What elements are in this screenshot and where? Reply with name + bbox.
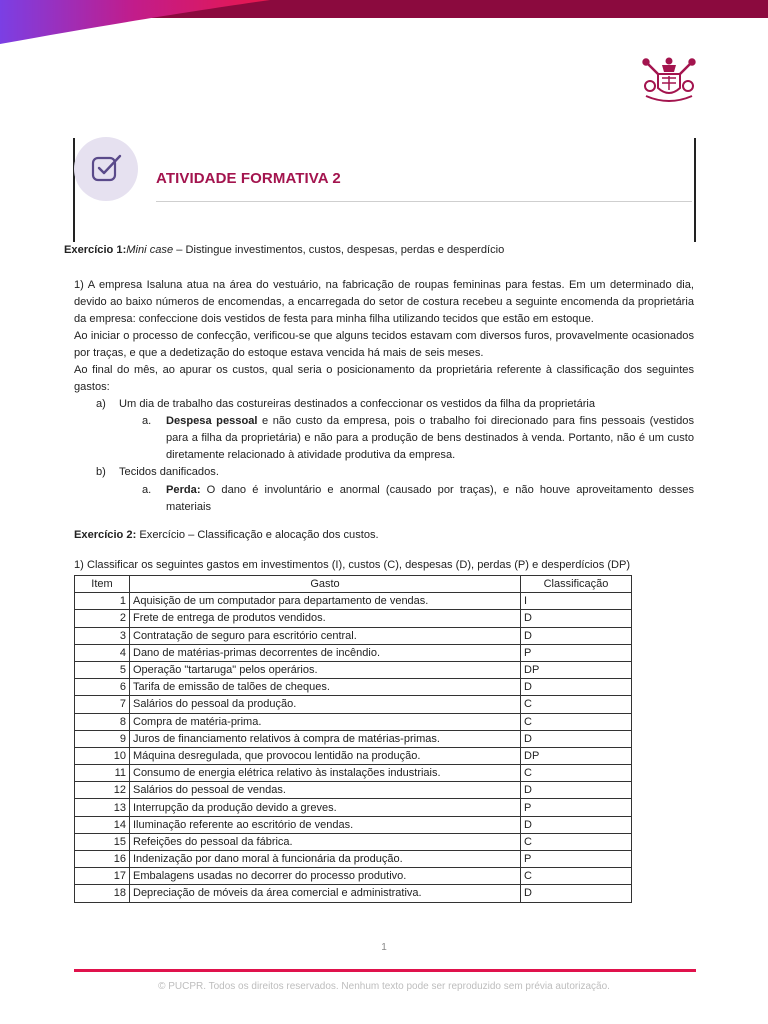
table-row <box>75 730 632 747</box>
exercise-2-subtitle: Exercício – Classificação e alocação dos custos. <box>136 529 379 541</box>
item-number-cell: 1 <box>75 593 130 610</box>
classification-table <box>74 575 632 903</box>
gasto-cell: Compra de matéria-prima. <box>130 713 521 730</box>
item-number-cell: 17 <box>75 868 130 885</box>
gasto-cell: Máquina desregulada, que provocou lentidão na produção. <box>130 747 521 764</box>
classification-cell: D <box>521 782 632 799</box>
classification-cell: D <box>521 730 632 747</box>
classification-cell: C <box>521 696 632 713</box>
item-number-cell: 5 <box>75 661 130 678</box>
header-item: Item <box>75 576 130 593</box>
table-row <box>75 851 632 868</box>
exercise-1-heading <box>64 242 504 259</box>
copyright-notice: © PUCPR. Todos os direitos reservados. Nenhum texto pode ser reproduzido sem prévia autorização. <box>158 981 610 992</box>
page-title: ATIVIDADE FORMATIVA 2 <box>156 170 341 187</box>
item-number-cell: 9 <box>75 730 130 747</box>
table-row <box>75 868 632 885</box>
classification-cell: C <box>521 713 632 730</box>
exercise-1-label: Exercício 1: <box>64 244 127 256</box>
gasto-cell: Salários do pessoal da produção. <box>130 696 521 713</box>
classification-cell: DP <box>521 747 632 764</box>
gasto-cell: Juros de financiamento relativos à compra de matérias-primas. <box>130 730 521 747</box>
item-number-cell: 7 <box>75 696 130 713</box>
classification-cell: I <box>521 593 632 610</box>
item-number-cell: 2 <box>75 610 130 627</box>
header-classificacao: Classificação <box>521 576 632 593</box>
exercise-1-paragraph: Ao final do mês, ao apurar os custos, qual seria o posicionamento da proprietária referente à classificação dos seguintes gastos: <box>74 364 694 393</box>
page-number: 1 <box>381 942 387 953</box>
answer-a-bold: Despesa pessoal <box>166 415 258 427</box>
item-number-cell: 10 <box>75 747 130 764</box>
gasto-cell: Embalagens usadas no decorrer do processo produtivo. <box>130 868 521 885</box>
table-row <box>75 593 632 610</box>
exercise-1-subtitle-italic: Mini case <box>126 244 174 256</box>
table-row <box>75 644 632 661</box>
item-number-cell: 13 <box>75 799 130 816</box>
item-number-cell: 11 <box>75 765 130 782</box>
table-row <box>75 782 632 799</box>
pucpr-crest-icon <box>638 56 700 106</box>
table-row <box>75 885 632 902</box>
item-number-cell: 18 <box>75 885 130 902</box>
gasto-cell: Contratação de seguro para escritório central. <box>130 627 521 644</box>
table-row <box>75 747 632 764</box>
table-row <box>75 627 632 644</box>
footer-rule <box>74 969 696 972</box>
item-number-cell: 16 <box>75 851 130 868</box>
gasto-cell: Consumo de energia elétrica relativo às instalações industriais. <box>130 765 521 782</box>
classification-cell: P <box>521 644 632 661</box>
gasto-cell: Indenização por dano moral à funcionária da produção. <box>130 851 521 868</box>
gasto-cell: Depreciação de móveis da área comercial e administrativa. <box>130 885 521 902</box>
answer-b-bold: Perda: <box>166 484 201 496</box>
answer-a-text: e não custo da empresa, pois o trabalho foi direcionado para fins pessoais (vestidos para a filha da proprietária) e não para a produção de bens destinados à venda. Portanto, não é um custo diretamente relacionado à atividade produtiva da empresa. <box>166 415 694 461</box>
gasto-cell: Interrupção da produção devido a greves. <box>130 799 521 816</box>
item-number-cell: 6 <box>75 679 130 696</box>
header-swoosh <box>0 0 270 46</box>
item-number-cell: 12 <box>75 782 130 799</box>
classification-cell: P <box>521 851 632 868</box>
answer-a <box>166 413 694 464</box>
table-header-row <box>75 576 632 593</box>
answer-b-text: O dano é involuntário e anormal (causado por traças), e não houve aproveitamento desses materiais <box>166 484 694 513</box>
table-row <box>75 713 632 730</box>
classification-cell: D <box>521 816 632 833</box>
gasto-cell: Iluminação referente ao escritório de vendas. <box>130 816 521 833</box>
classification-cell: D <box>521 679 632 696</box>
item-a-text: Um dia de trabalho das costureiras destinados a confeccionar os vestidos da filha da proprietária <box>119 398 596 410</box>
header-gasto: Gasto <box>130 576 521 593</box>
answer-b <box>166 482 694 516</box>
classification-cell: P <box>521 799 632 816</box>
exercise-2-instruction: 1) Classificar os seguintes gastos em investimentos (I), custos (C), despesas (D), perdas (P) e desperdícios (DP) <box>74 559 631 571</box>
table-row <box>75 799 632 816</box>
answer-a-marker: a. <box>142 415 152 427</box>
exercise-1-subtitle: – Distingue investimentos, custos, despesas, perdas e desperdício <box>173 244 505 256</box>
gasto-cell: Aquisição de um computador para departamento de vendas. <box>130 593 521 610</box>
classification-cell: C <box>521 868 632 885</box>
table-row <box>75 833 632 850</box>
table-row <box>75 696 632 713</box>
gasto-cell: Salários do pessoal de vendas. <box>130 782 521 799</box>
exercise-2-label: Exercício 2: <box>74 529 137 541</box>
answer-b-marker: a. <box>142 484 152 496</box>
gasto-cell: Frete de entrega de produtos vendidos. <box>130 610 521 627</box>
classification-cell: C <box>521 833 632 850</box>
checkbox-icon <box>91 153 123 183</box>
item-number-cell: 15 <box>75 833 130 850</box>
item-number-cell: 3 <box>75 627 130 644</box>
exercise-2-heading <box>74 527 379 544</box>
item-number-cell: 4 <box>75 644 130 661</box>
classification-cell: C <box>521 765 632 782</box>
table-row <box>75 661 632 678</box>
classification-cell: D <box>521 610 632 627</box>
gasto-cell: Dano de matérias-primas decorrentes de incêndio. <box>130 644 521 661</box>
classification-cell: DP <box>521 661 632 678</box>
classification-cell: D <box>521 885 632 902</box>
exercise-1-paragraph: Ao iniciar o processo de confecção, verificou-se que alguns tecidos estavam com diversos furos, provavelmente ocasionados por traças, e que a dedetização do estoque estava vencida há mais de seis meses. <box>74 330 694 359</box>
header-left-rule <box>73 138 75 242</box>
table-row <box>75 816 632 833</box>
table-row <box>75 679 632 696</box>
table-row <box>75 610 632 627</box>
gasto-cell: Operação "tartaruga" pelos operários. <box>130 661 521 678</box>
item-b-text: Tecidos danificados. <box>119 466 219 478</box>
classification-cell: D <box>521 627 632 644</box>
table-row <box>75 765 632 782</box>
item-a-marker: a) <box>96 398 106 410</box>
title-divider <box>156 201 692 202</box>
item-number-cell: 14 <box>75 816 130 833</box>
header-right-rule <box>694 138 696 242</box>
exercise-1-paragraph: 1) A empresa Isaluna atua na área do vestuário, na fabricação de roupas femininas para festas. Em um determinado dia, devido ao baixo números de encomendas, a encarregada do setor de costura recebeu a seguinte encomenda da proprietária da empresa: confeccione dois vestidos de festa para minha filha utilizando tecidos que estão em estoque. <box>74 279 694 325</box>
gasto-cell: Refeições do pessoal da fábrica. <box>130 833 521 850</box>
item-number-cell: 8 <box>75 713 130 730</box>
activity-badge <box>74 137 138 201</box>
gasto-cell: Tarifa de emissão de talões de cheques. <box>130 679 521 696</box>
item-b-marker: b) <box>96 466 106 478</box>
